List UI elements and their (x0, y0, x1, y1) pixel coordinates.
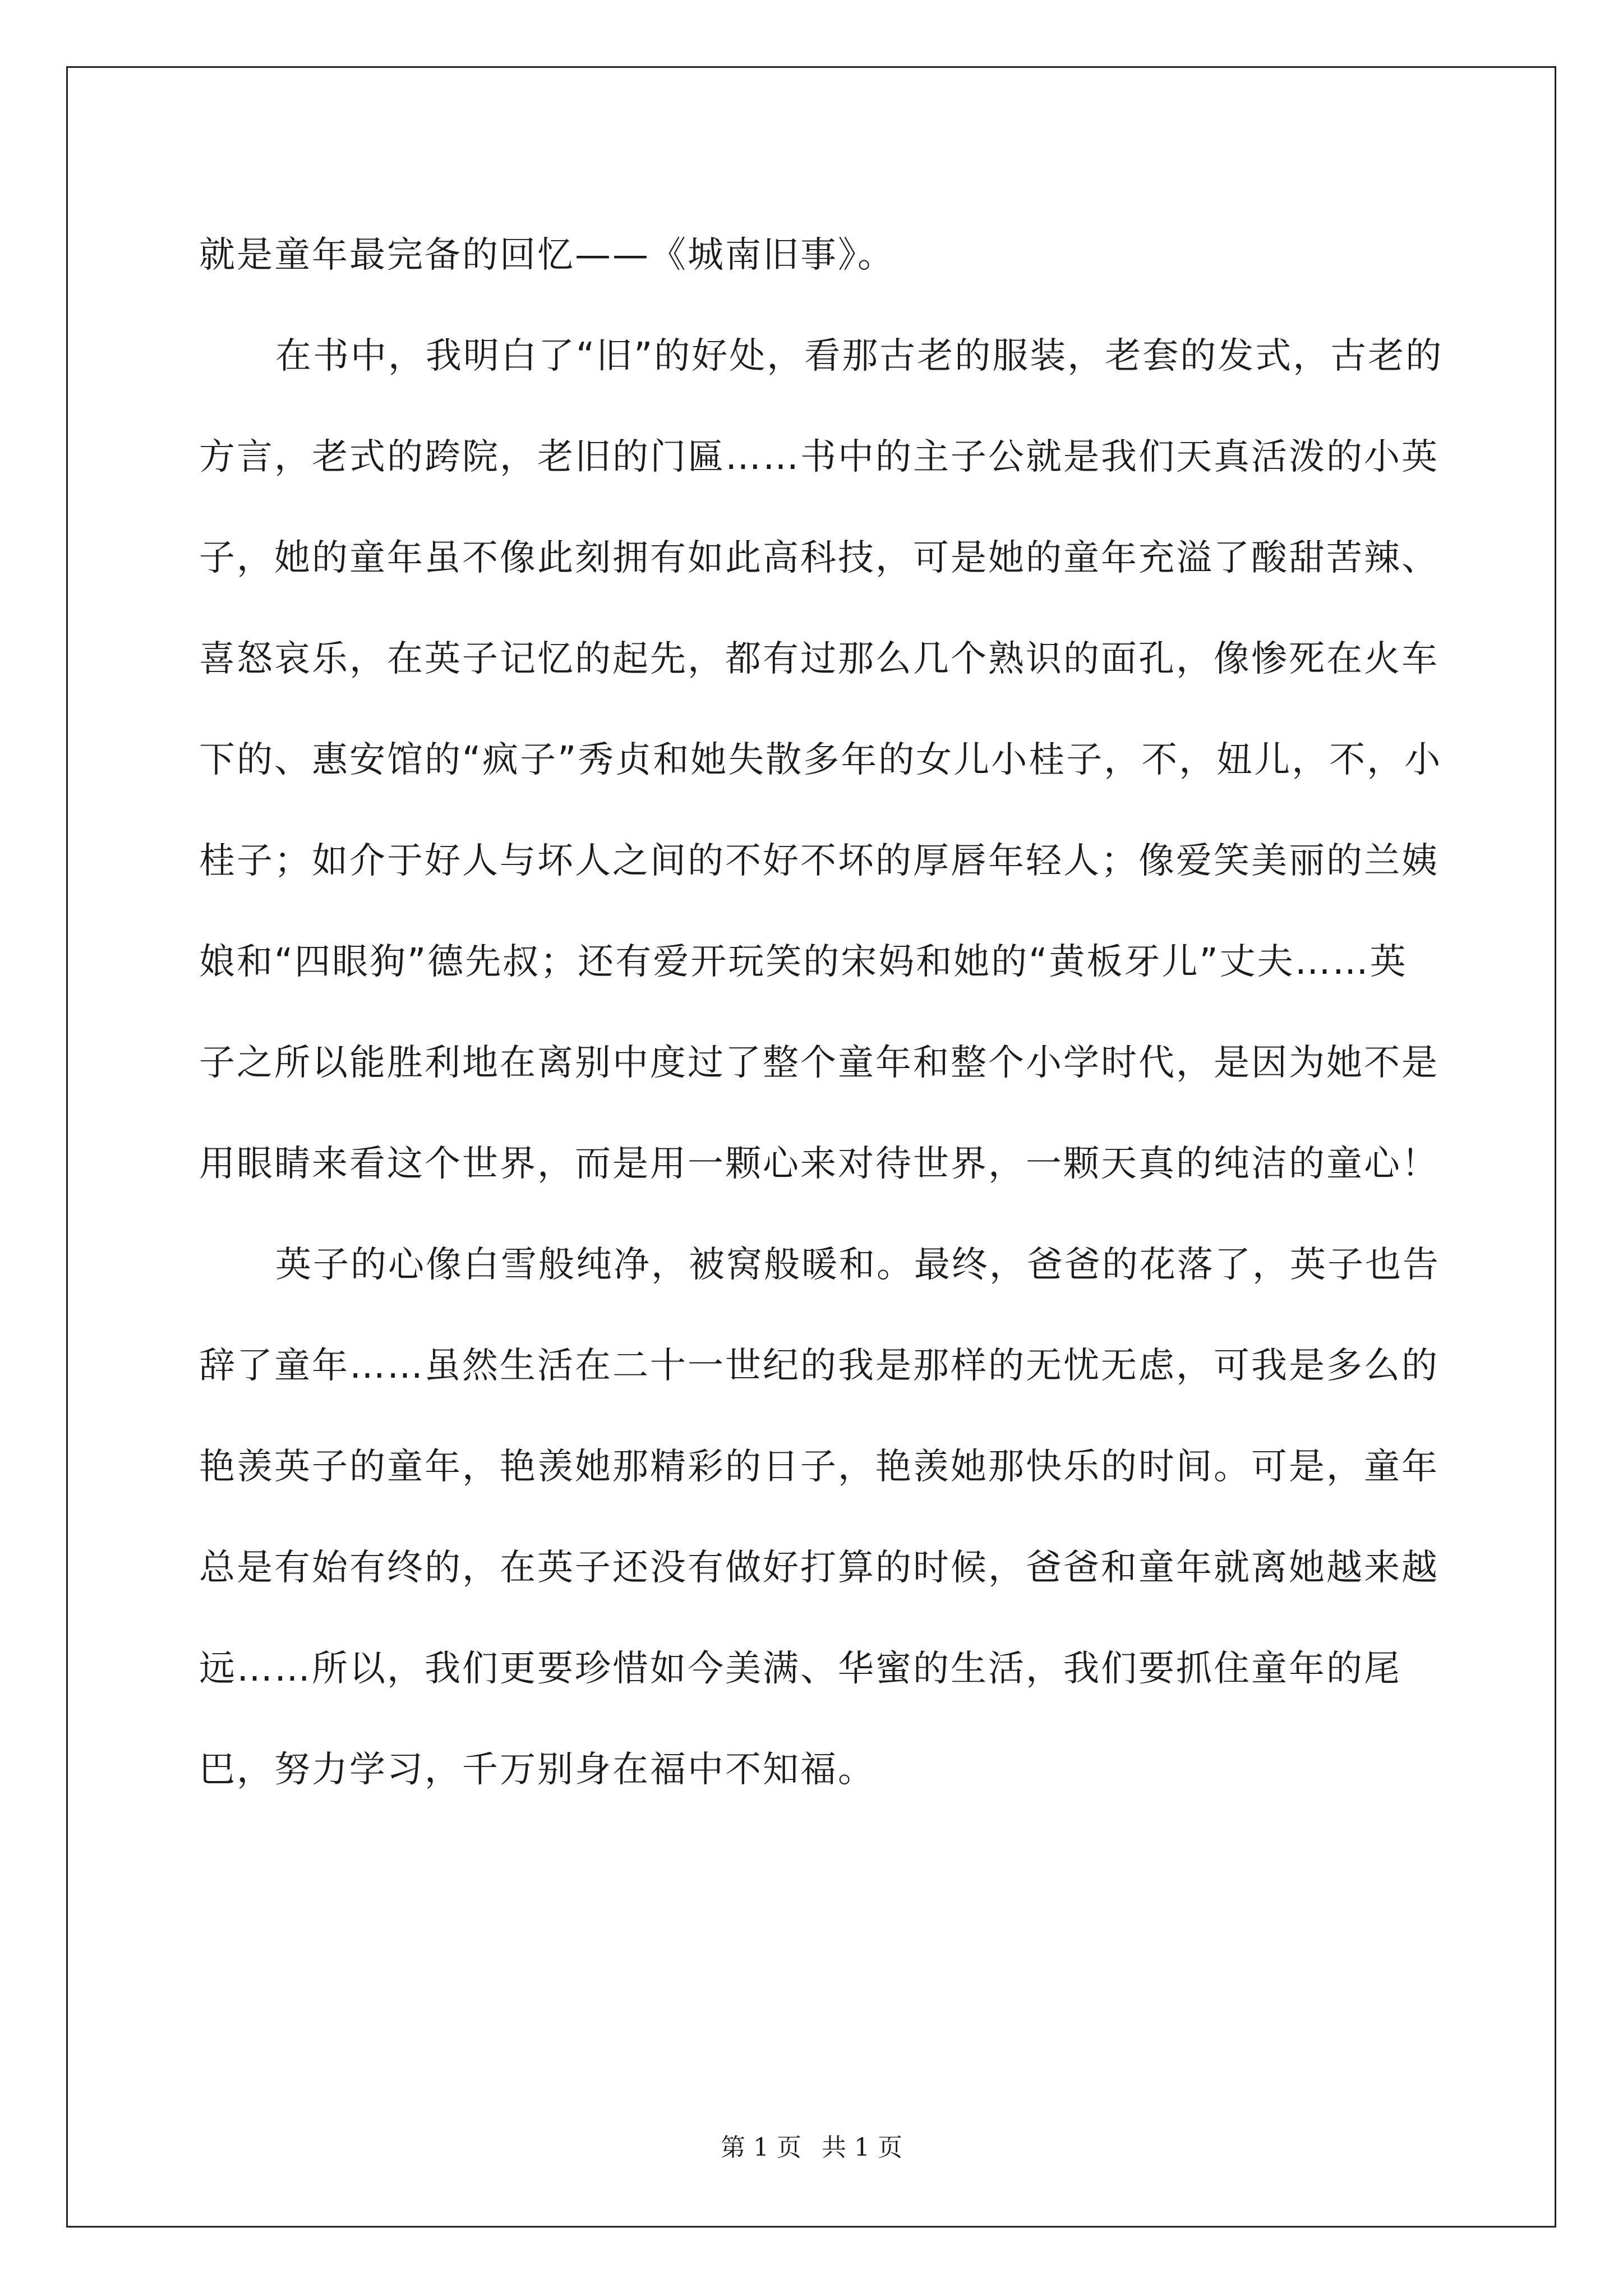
paragraph-reflection: 英子的心像白雪般纯净，被窝般暖和。最终，爸爸的花落了，英子也告辞了童年……虽然生活在二十一世纪的我是那样的无忧无虑，可我是多么的艳羡英子的童年，艳羡她那精彩的日子，艳羡她那快乐的时间。可是，童年总是有始有终的，在英子还没有做好打算的时候，爸爸和童年就离她越来越远……所以，我们更要珍惜如今美满、华蜜的生活，我们要抓住童年的尾巴，努力学习，千万别身在福中不知福。 (199, 1244, 1440, 1791)
page-footer (0, 2127, 1623, 2163)
page-number: 第 1 页 (721, 2133, 801, 2162)
document-body (199, 205, 1444, 1820)
paragraph-book-description: 在书中，我明白了“旧”的好处，看那古老的服装，老套的发式，古老的方言，老式的跨院，老旧的门匾……书中的主子公就是我们天真活泼的小英子，她的童年虽不像此刻拥有如此高科技，可是她的童年充溢了酸甜苦辣、喜怒哀乐，在英子记忆的起先，都有过那么几个熟识的面孔，像惨死在火车下的、惠安馆的“疯子”秀贞和她失散多年的女儿小桂子，不，妞儿，不，小桂子；如介于好人与坏人之间的不好不坏的厚唇年轻人；像爱笑美丽的兰姨娘和“四眼狗”德先叔；还有爱开玩笑的宋妈和她的“黄板牙儿”丈夫……英子之所以能胜利地在离别中度过了整个童年和整个小学时代，是因为她不是用眼睛来看这个世界，而是用一颗心来对待世界，一颗天真的纯洁的童心！ (199, 335, 1444, 1185)
paragraph-continuation: 就是童年最完备的回忆——《城南旧事》。 (199, 234, 895, 276)
page-total: 共 1 页 (822, 2133, 902, 2162)
